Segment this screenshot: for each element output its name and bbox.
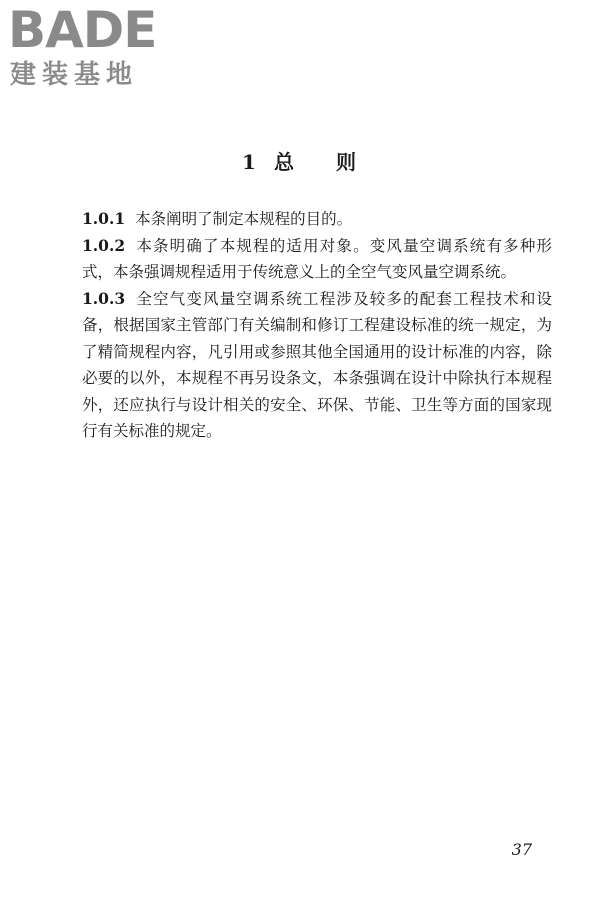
clause-number: 1.0.2 [82,235,126,255]
clause-number: 1.0.3 [82,288,126,308]
chapter-title-part1: 总 [273,150,296,174]
clause-1-0-1 [82,206,552,233]
logo-wordmark-text: BADE [8,1,157,59]
clause-text: 全空气变风量空调系统工程涉及较多的配套工程技术和设备，根据国家主管部门有关编制和修订工程建设标准的统一规定，为了精简规程内容，凡引用或参照其他全国通用的设计标准的内容，除必要的以外，本规程不再另设条文，本条强调在设计中除执行本规程外，还应执行与设计相关的安全、环保、节能、卫生等方面的国家现行有关标准的规定。 [82,289,552,440]
logo-wordmark [8,1,178,59]
clause-text: 本条明确了本规程的适用对象。变风量空调系统有多种形式，本条强调规程适用于传统意义上的全空气变风量空调系统。 [82,236,552,281]
clause-1-0-3 [82,286,552,445]
logo-subtitle: 建装基地 [10,60,139,90]
clause-number: 1.0.1 [82,209,126,228]
clause-list [82,206,552,445]
clause-text: 本条阐明了制定本规程的目的。 [135,210,353,228]
chapter-title-part2: 则 [335,150,358,174]
clause-1-0-2 [82,233,552,286]
page-number: 37 [511,840,532,859]
chapter-number: 1 [242,150,258,174]
logo [8,1,178,94]
chapter-title [0,146,600,175]
